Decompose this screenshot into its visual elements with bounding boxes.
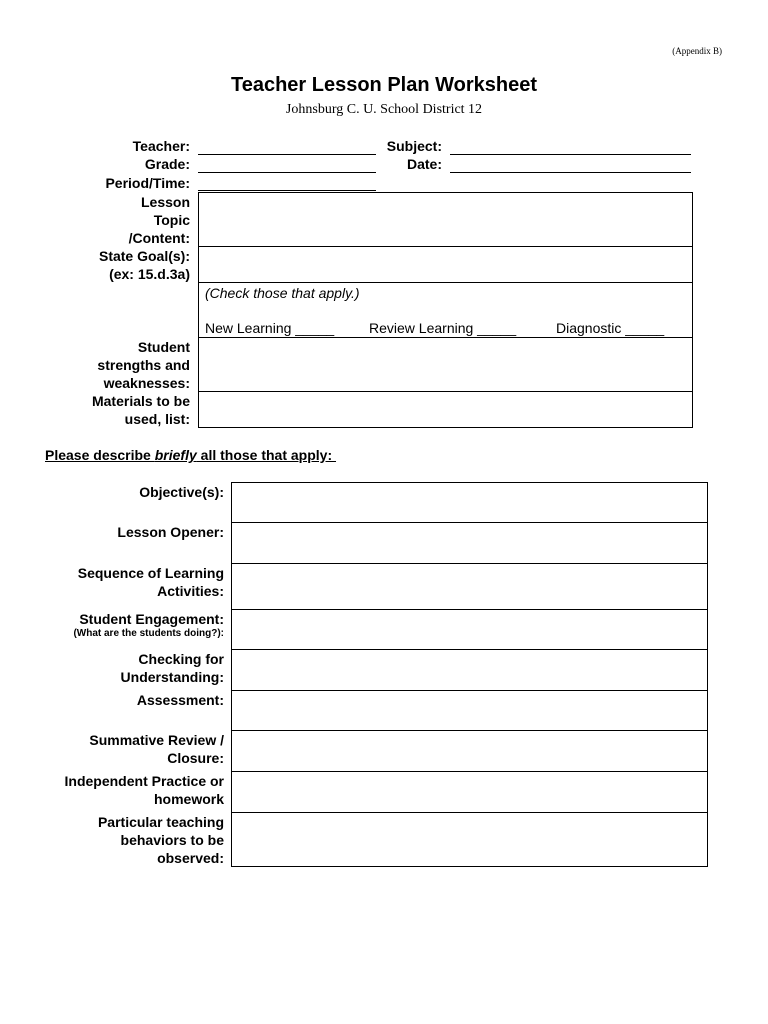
- subject-field[interactable]: [450, 154, 691, 155]
- particular-cell[interactable]: [232, 813, 707, 866]
- summative-cell[interactable]: [232, 731, 707, 772]
- lesson-info-table: [198, 192, 693, 428]
- diagnostic-option[interactable]: Diagnostic _____: [556, 320, 665, 336]
- sequence-cell[interactable]: [232, 564, 707, 610]
- lesson-opener-cell[interactable]: [232, 523, 707, 564]
- check-note: (Check those that apply.): [205, 285, 360, 301]
- sequence-label: Sequence of Learning Activities:: [77, 565, 224, 599]
- independent-cell[interactable]: [232, 772, 707, 813]
- materials-cell[interactable]: [199, 392, 692, 427]
- materials-label: Materials to be used, list:: [91, 393, 190, 427]
- student-strengths-cell[interactable]: [199, 338, 692, 392]
- objectives-label: Objective(s):: [139, 484, 224, 500]
- checking-label: Checking for Understanding:: [120, 651, 224, 685]
- particular-label: Particular teaching behaviors to be observed:: [97, 814, 224, 866]
- period-label: Period/Time:: [105, 175, 190, 191]
- page-subtitle: Johnsburg C. U. School District 12: [285, 102, 483, 117]
- period-field[interactable]: [198, 190, 376, 191]
- lesson-topic-cell[interactable]: [199, 193, 692, 247]
- page-title: Teacher Lesson Plan Worksheet: [230, 74, 538, 96]
- describe-heading: Please describe briefly all those that apply:: [45, 447, 337, 463]
- appendix-label: (Appendix B): [672, 46, 722, 56]
- engagement-note: (What are the students doing?):: [73, 628, 224, 639]
- date-label: Date:: [406, 156, 442, 172]
- grade-label: Grade:: [144, 156, 190, 172]
- lesson-opener-label: Lesson Opener:: [117, 524, 224, 540]
- assessment-cell[interactable]: [232, 691, 707, 731]
- state-goals-label: State Goal(s): (ex: 15.d.3a): [98, 248, 190, 282]
- subject-label: Subject:: [386, 138, 442, 154]
- assessment-label: Assessment:: [136, 692, 224, 708]
- state-goals-cell[interactable]: [199, 247, 692, 283]
- lesson-details-table: [231, 482, 708, 867]
- engagement-cell[interactable]: [232, 610, 707, 650]
- engagement-label: Student Engagement: (What are the students doing?):: [10, 610, 224, 640]
- independent-label: Independent Practice or homework: [64, 773, 224, 807]
- review-learning-option[interactable]: Review Learning _____: [369, 320, 517, 336]
- summative-label: Summative Review / Closure:: [89, 732, 224, 766]
- student-strengths-label: Student strengths and weaknesses:: [97, 339, 190, 391]
- new-learning-option[interactable]: New Learning _____: [205, 320, 335, 336]
- lesson-topic-label: Lesson Topic /Content:: [128, 194, 190, 246]
- checking-cell[interactable]: [232, 650, 707, 691]
- date-field[interactable]: [450, 172, 691, 173]
- objectives-cell[interactable]: [232, 483, 707, 523]
- teacher-label: Teacher:: [132, 138, 190, 154]
- learning-type-cell: [199, 283, 692, 338]
